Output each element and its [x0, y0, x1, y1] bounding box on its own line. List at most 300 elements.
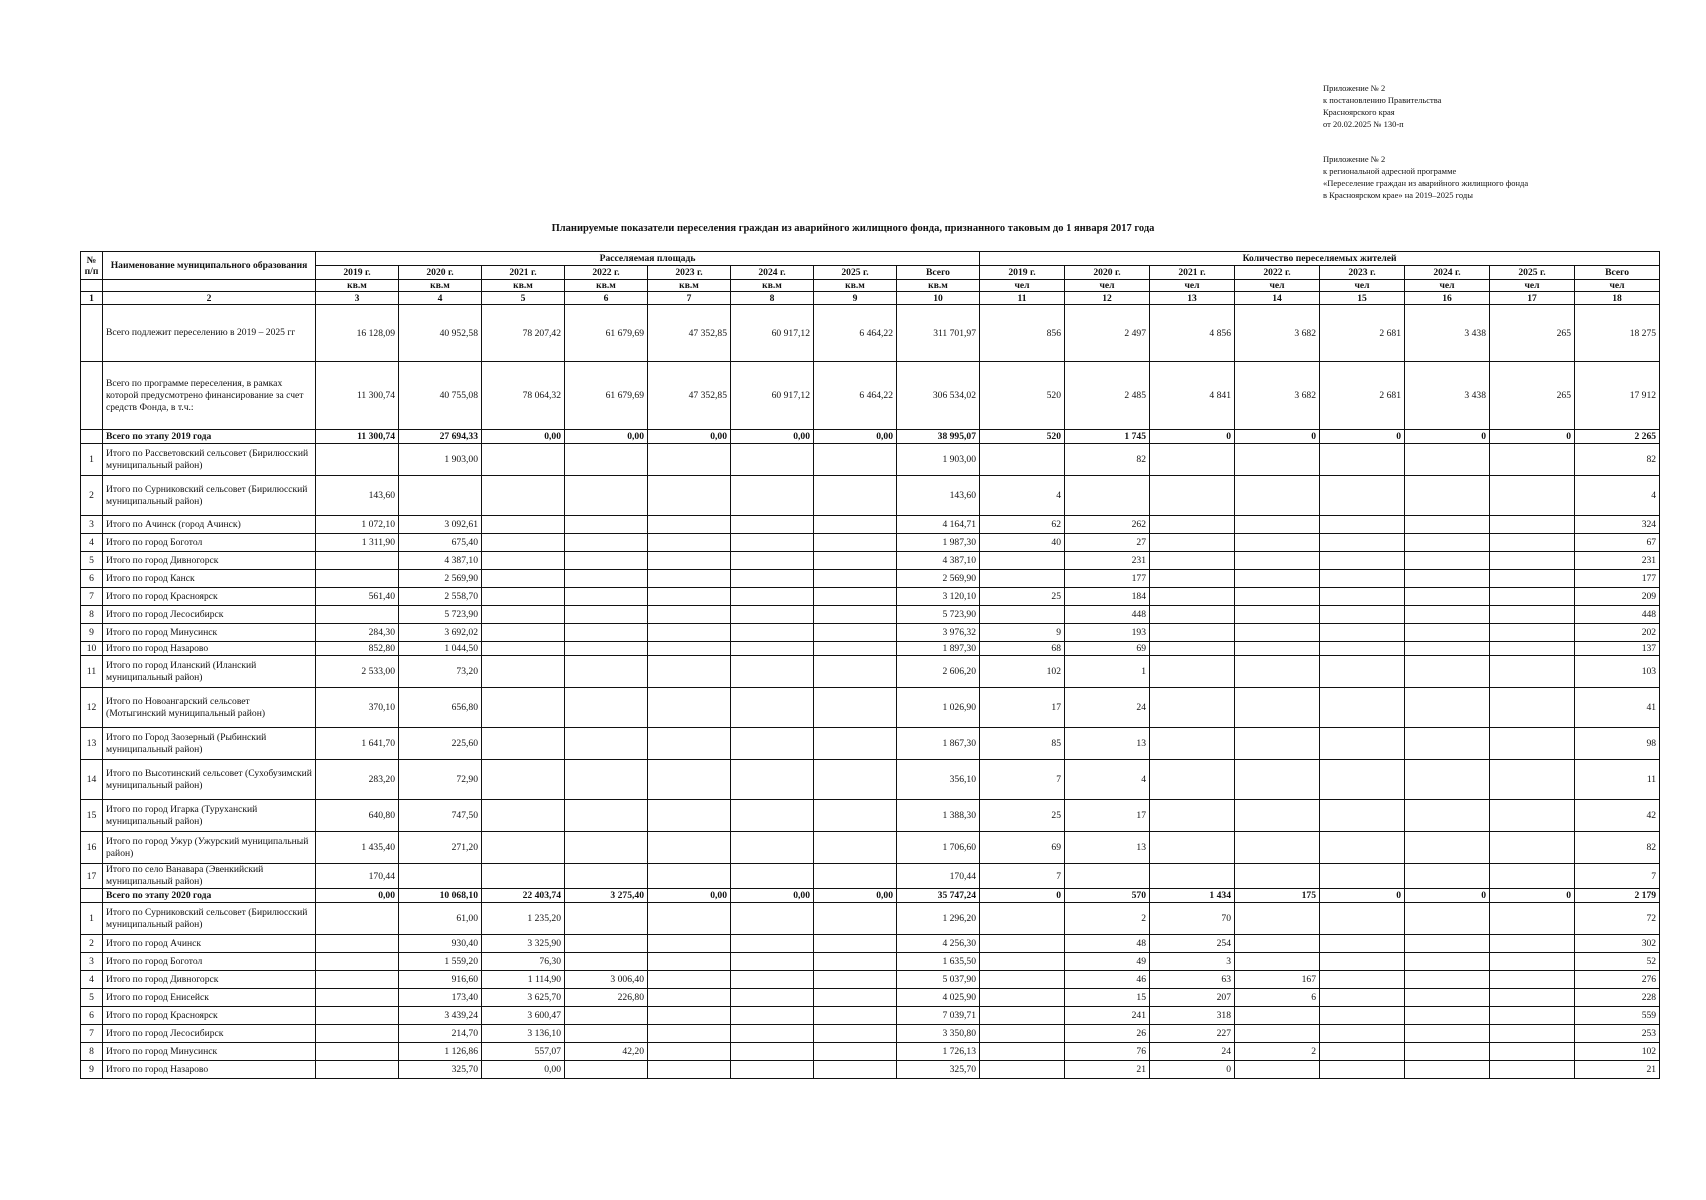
area-cell	[482, 656, 565, 688]
people-cell	[1490, 588, 1575, 606]
area-cell	[565, 570, 648, 588]
area-cell: 640,80	[316, 800, 399, 832]
table-row	[81, 362, 1660, 430]
table-row	[81, 903, 1660, 935]
people-cell	[1235, 1007, 1320, 1025]
people-cell: 2	[1065, 903, 1150, 935]
area-cell: 1 311,90	[316, 534, 399, 552]
people-cell	[1320, 864, 1405, 889]
area-cell	[814, 1061, 897, 1079]
area-cell: 214,70	[399, 1025, 482, 1043]
people-cell	[1405, 760, 1490, 800]
area-cell: 1 126,86	[399, 1043, 482, 1061]
people-cell	[1235, 903, 1320, 935]
people-cell	[1150, 476, 1235, 516]
people-cell: 82	[1065, 444, 1150, 476]
municipality-name: Итого по город Дивногорск	[103, 971, 316, 989]
people-cell	[1150, 728, 1235, 760]
area-cell: 561,40	[316, 588, 399, 606]
appendix-line: Приложение № 2	[1323, 83, 1386, 93]
area-cell	[648, 688, 731, 728]
area-cell: 3 275,40	[565, 889, 648, 903]
row-number: 7	[81, 588, 103, 606]
people-cell: 0	[1405, 430, 1490, 444]
people-total-cell: 7	[1575, 864, 1660, 889]
people-cell	[980, 903, 1065, 935]
people-cell	[1405, 953, 1490, 971]
people-cell	[1490, 476, 1575, 516]
area-cell	[731, 534, 814, 552]
row-number: 4	[81, 971, 103, 989]
area-cell	[565, 444, 648, 476]
people-cell	[1490, 688, 1575, 728]
people-cell	[1320, 800, 1405, 832]
column-number: 5	[482, 292, 565, 305]
people-cell: 3	[1150, 953, 1235, 971]
unit-header: кв.м	[399, 280, 482, 292]
people-cell: 17	[1065, 800, 1150, 832]
area-total-cell: 1 867,30	[897, 728, 980, 760]
people-cell	[1235, 588, 1320, 606]
people-cell	[980, 444, 1065, 476]
row-number: 10	[81, 642, 103, 656]
people-cell: 6	[1235, 989, 1320, 1007]
area-cell: 370,10	[316, 688, 399, 728]
people-cell: 856	[980, 305, 1065, 362]
table-row	[81, 953, 1660, 971]
area-total-cell: 1 635,50	[897, 953, 980, 971]
people-cell: 2 681	[1320, 305, 1405, 362]
people-cell: 102	[980, 656, 1065, 688]
area-cell: 284,30	[316, 624, 399, 642]
area-cell	[731, 1061, 814, 1079]
people-cell: 24	[1150, 1043, 1235, 1061]
people-cell	[1150, 800, 1235, 832]
column-number: 16	[1405, 292, 1490, 305]
year-header: 2024 г.	[731, 266, 814, 280]
people-cell	[980, 971, 1065, 989]
table-row	[81, 864, 1660, 889]
area-cell	[316, 1043, 399, 1061]
municipality-name: Итого по город Игарка (Туруханский муниципальный район)	[103, 800, 316, 832]
area-cell: 10 068,10	[399, 889, 482, 903]
people-cell	[980, 1007, 1065, 1025]
people-cell	[1490, 534, 1575, 552]
area-cell	[565, 624, 648, 642]
people-cell: 4 841	[1150, 362, 1235, 430]
people-cell	[1150, 588, 1235, 606]
area-cell	[482, 642, 565, 656]
people-cell	[1490, 570, 1575, 588]
people-cell: 46	[1065, 971, 1150, 989]
area-cell: 0,00	[814, 889, 897, 903]
area-cell: 2 569,90	[399, 570, 482, 588]
area-cell	[814, 606, 897, 624]
area-cell	[565, 688, 648, 728]
people-cell: 0	[1490, 430, 1575, 444]
area-cell	[648, 953, 731, 971]
unit-header: чел	[980, 280, 1065, 292]
area-cell	[731, 728, 814, 760]
people-total-cell: 302	[1575, 935, 1660, 953]
area-cell	[648, 570, 731, 588]
people-total-cell: 253	[1575, 1025, 1660, 1043]
people-cell	[1320, 935, 1405, 953]
column-number: 18	[1575, 292, 1660, 305]
people-cell	[1405, 588, 1490, 606]
people-cell	[1320, 444, 1405, 476]
area-cell: 656,80	[399, 688, 482, 728]
area-cell	[731, 800, 814, 832]
row-number: 7	[81, 1025, 103, 1043]
col-no-header: № п/п	[81, 252, 103, 280]
row-number: 6	[81, 570, 103, 588]
column-number: 13	[1150, 292, 1235, 305]
column-number: 15	[1320, 292, 1405, 305]
area-cell: 1 044,50	[399, 642, 482, 656]
row-number: 9	[81, 624, 103, 642]
area-cell	[731, 552, 814, 570]
appendix-note	[1323, 82, 1441, 130]
people-cell	[1405, 989, 1490, 1007]
column-number: 14	[1235, 292, 1320, 305]
area-cell	[648, 1025, 731, 1043]
people-cell	[1490, 953, 1575, 971]
people-cell	[1405, 688, 1490, 728]
area-cell: 78 207,42	[482, 305, 565, 362]
area-cell	[731, 935, 814, 953]
people-cell	[1405, 728, 1490, 760]
area-total-cell: 1 388,30	[897, 800, 980, 832]
year-header: 2020 г.	[399, 266, 482, 280]
resettlement-table	[80, 251, 1660, 1079]
people-cell	[1235, 444, 1320, 476]
row-number	[81, 305, 103, 362]
people-cell	[1405, 624, 1490, 642]
area-cell	[648, 642, 731, 656]
people-total-cell: 67	[1575, 534, 1660, 552]
column-number: 3	[316, 292, 399, 305]
area-cell: 143,60	[316, 476, 399, 516]
area-cell	[316, 552, 399, 570]
unit-spacer	[81, 280, 103, 292]
unit-header: чел	[1150, 280, 1235, 292]
area-cell	[316, 1007, 399, 1025]
people-cell	[1320, 570, 1405, 588]
people-total-cell: 202	[1575, 624, 1660, 642]
people-cell	[1405, 444, 1490, 476]
people-cell	[1150, 606, 1235, 624]
people-cell: 15	[1065, 989, 1150, 1007]
people-cell	[1320, 516, 1405, 534]
people-cell	[1405, 903, 1490, 935]
people-cell: 69	[1065, 642, 1150, 656]
people-cell: 70	[1150, 903, 1235, 935]
row-number	[81, 430, 103, 444]
people-cell: 63	[1150, 971, 1235, 989]
unit-header: кв.м	[814, 280, 897, 292]
area-cell	[648, 444, 731, 476]
area-total-cell: 38 995,07	[897, 430, 980, 444]
unit-header: чел	[1490, 280, 1575, 292]
unit-header: чел	[1405, 280, 1490, 292]
area-cell	[731, 864, 814, 889]
people-cell: 2 485	[1065, 362, 1150, 430]
area-cell	[316, 1061, 399, 1079]
area-cell: 5 723,90	[399, 606, 482, 624]
table-row	[81, 800, 1660, 832]
people-cell: 68	[980, 642, 1065, 656]
area-cell	[814, 552, 897, 570]
table-row	[81, 688, 1660, 728]
people-cell	[1490, 1061, 1575, 1079]
people-cell	[1235, 624, 1320, 642]
people-cell	[1405, 971, 1490, 989]
area-cell	[482, 800, 565, 832]
people-cell	[1235, 864, 1320, 889]
people-cell: 1	[1065, 656, 1150, 688]
area-cell	[814, 624, 897, 642]
area-cell: 1 903,00	[399, 444, 482, 476]
people-total-cell: 98	[1575, 728, 1660, 760]
area-cell	[648, 760, 731, 800]
area-total-cell: 7 039,71	[897, 1007, 980, 1025]
area-cell: 2 558,70	[399, 588, 482, 606]
people-cell	[1150, 534, 1235, 552]
area-cell	[565, 953, 648, 971]
municipality-name: Итого по город Лесосибирск	[103, 1025, 316, 1043]
people-total-cell: 21	[1575, 1061, 1660, 1079]
year-header: 2025 г.	[1490, 266, 1575, 280]
program-line: к региональной адресной программе	[1323, 166, 1457, 176]
people-cell	[1405, 1061, 1490, 1079]
people-cell	[1490, 624, 1575, 642]
people-cell	[1150, 760, 1235, 800]
row-number: 11	[81, 656, 103, 688]
area-cell: 1 072,10	[316, 516, 399, 534]
table-row	[81, 1043, 1660, 1061]
column-number: 11	[980, 292, 1065, 305]
people-cell: 4	[1065, 760, 1150, 800]
row-number: 2	[81, 476, 103, 516]
table-row	[81, 1025, 1660, 1043]
area-cell: 0,00	[482, 1061, 565, 1079]
table-row	[81, 989, 1660, 1007]
area-cell	[648, 800, 731, 832]
area-total-cell: 3 120,10	[897, 588, 980, 606]
people-cell	[1490, 1007, 1575, 1025]
area-cell	[648, 588, 731, 606]
area-cell	[316, 935, 399, 953]
area-cell	[648, 935, 731, 953]
people-total-cell: 102	[1575, 1043, 1660, 1061]
people-cell: 193	[1065, 624, 1150, 642]
people-cell: 177	[1065, 570, 1150, 588]
row-number: 8	[81, 606, 103, 624]
people-cell: 9	[980, 624, 1065, 642]
people-cell	[1320, 552, 1405, 570]
people-cell	[1150, 570, 1235, 588]
people-cell	[980, 570, 1065, 588]
people-cell	[1150, 624, 1235, 642]
area-cell	[316, 444, 399, 476]
people-cell: 21	[1065, 1061, 1150, 1079]
people-total-cell: 2 265	[1575, 430, 1660, 444]
people-total-cell: 2 179	[1575, 889, 1660, 903]
people-cell	[1405, 1043, 1490, 1061]
area-cell: 3 136,10	[482, 1025, 565, 1043]
people-cell: 24	[1065, 688, 1150, 728]
area-cell	[482, 476, 565, 516]
people-cell	[1235, 935, 1320, 953]
people-cell	[1490, 864, 1575, 889]
people-cell	[980, 1043, 1065, 1061]
row-number: 9	[81, 1061, 103, 1079]
people-cell	[1320, 971, 1405, 989]
people-cell	[1490, 903, 1575, 935]
people-cell: 0	[1235, 430, 1320, 444]
row-number: 3	[81, 516, 103, 534]
table-row	[81, 588, 1660, 606]
area-cell	[731, 832, 814, 864]
people-cell	[1235, 1025, 1320, 1043]
year-header: 2020 г.	[1065, 266, 1150, 280]
people-cell	[980, 552, 1065, 570]
people-cell	[1320, 903, 1405, 935]
area-cell: 3 625,70	[482, 989, 565, 1007]
municipality-name: Итого по город Енисейск	[103, 989, 316, 1007]
people-cell: 0	[1150, 430, 1235, 444]
municipality-name: Итого по Рассветовский сельсовет (Бирилюсский муниципальный район)	[103, 444, 316, 476]
people-cell	[1065, 864, 1150, 889]
row-number: 17	[81, 864, 103, 889]
people-total-cell: 231	[1575, 552, 1660, 570]
area-cell	[731, 1043, 814, 1061]
people-cell: 520	[980, 430, 1065, 444]
area-cell	[648, 476, 731, 516]
area-total-cell: 2 606,20	[897, 656, 980, 688]
people-cell: 2	[1235, 1043, 1320, 1061]
table-row	[81, 552, 1660, 570]
people-cell	[1235, 552, 1320, 570]
people-cell	[1150, 688, 1235, 728]
area-cell	[731, 476, 814, 516]
area-cell	[482, 570, 565, 588]
people-cell	[1320, 728, 1405, 760]
area-cell	[482, 606, 565, 624]
people-cell: 4 856	[1150, 305, 1235, 362]
area-cell	[814, 935, 897, 953]
people-cell	[1490, 1025, 1575, 1043]
area-total-cell: 1 706,60	[897, 832, 980, 864]
people-cell	[1490, 444, 1575, 476]
year-header-row	[81, 266, 1660, 280]
people-cell	[1320, 1043, 1405, 1061]
area-cell	[565, 1061, 648, 1079]
municipality-name: Итого по город Иланский (Иланский муниципальный район)	[103, 656, 316, 688]
area-cell	[316, 1025, 399, 1043]
table-row	[81, 1007, 1660, 1025]
area-cell	[482, 624, 565, 642]
people-total-cell: 42	[1575, 800, 1660, 832]
people-total-cell: 448	[1575, 606, 1660, 624]
people-cell	[1235, 800, 1320, 832]
area-cell	[731, 642, 814, 656]
unit-header: чел	[1235, 280, 1320, 292]
area-cell: 3 092,61	[399, 516, 482, 534]
people-cell: 175	[1235, 889, 1320, 903]
people-cell: 231	[1065, 552, 1150, 570]
people-cell: 318	[1150, 1007, 1235, 1025]
people-cell	[1490, 800, 1575, 832]
area-cell: 0,00	[814, 430, 897, 444]
area-cell	[814, 1043, 897, 1061]
people-cell: 76	[1065, 1043, 1150, 1061]
people-total-cell: 228	[1575, 989, 1660, 1007]
area-cell: 225,60	[399, 728, 482, 760]
area-cell	[731, 570, 814, 588]
municipality-name: Итого по город Красноярск	[103, 588, 316, 606]
area-cell: 0,00	[482, 430, 565, 444]
area-cell	[814, 800, 897, 832]
year-header: 2019 г.	[980, 266, 1065, 280]
people-cell: 48	[1065, 935, 1150, 953]
row-number: 16	[81, 832, 103, 864]
area-cell	[814, 656, 897, 688]
people-total-cell: 4	[1575, 476, 1660, 516]
people-cell	[1320, 656, 1405, 688]
area-cell	[648, 903, 731, 935]
area-cell	[814, 903, 897, 935]
area-total-cell: 3 976,32	[897, 624, 980, 642]
people-cell	[1235, 570, 1320, 588]
row-number: 15	[81, 800, 103, 832]
area-cell	[482, 728, 565, 760]
row-number: 1	[81, 444, 103, 476]
area-cell	[565, 800, 648, 832]
people-cell	[980, 953, 1065, 971]
people-cell: 7	[980, 760, 1065, 800]
area-cell: 271,20	[399, 832, 482, 864]
table-body	[81, 305, 1660, 1079]
column-number: 12	[1065, 292, 1150, 305]
people-cell	[1405, 1007, 1490, 1025]
people-cell: 85	[980, 728, 1065, 760]
year-header: 2019 г.	[316, 266, 399, 280]
area-cell: 1 114,90	[482, 971, 565, 989]
unit-header-row	[81, 280, 1660, 292]
area-cell	[399, 864, 482, 889]
people-cell: 570	[1065, 889, 1150, 903]
people-total-cell: 177	[1575, 570, 1660, 588]
people-cell	[1405, 656, 1490, 688]
program-line: Приложение № 2	[1323, 154, 1386, 164]
people-cell	[1235, 476, 1320, 516]
year-header: 2022 г.	[565, 266, 648, 280]
people-total-cell: 11	[1575, 760, 1660, 800]
people-cell: 520	[980, 362, 1065, 430]
area-cell: 0,00	[731, 430, 814, 444]
area-cell: 0,00	[565, 430, 648, 444]
area-cell	[814, 864, 897, 889]
area-cell	[814, 476, 897, 516]
people-cell	[1320, 476, 1405, 516]
area-total-cell: 4 256,30	[897, 935, 980, 953]
unit-header: кв.м	[897, 280, 980, 292]
area-total-cell: 170,44	[897, 864, 980, 889]
table-row	[81, 516, 1660, 534]
municipality-name: Итого по город Назарово	[103, 1061, 316, 1079]
